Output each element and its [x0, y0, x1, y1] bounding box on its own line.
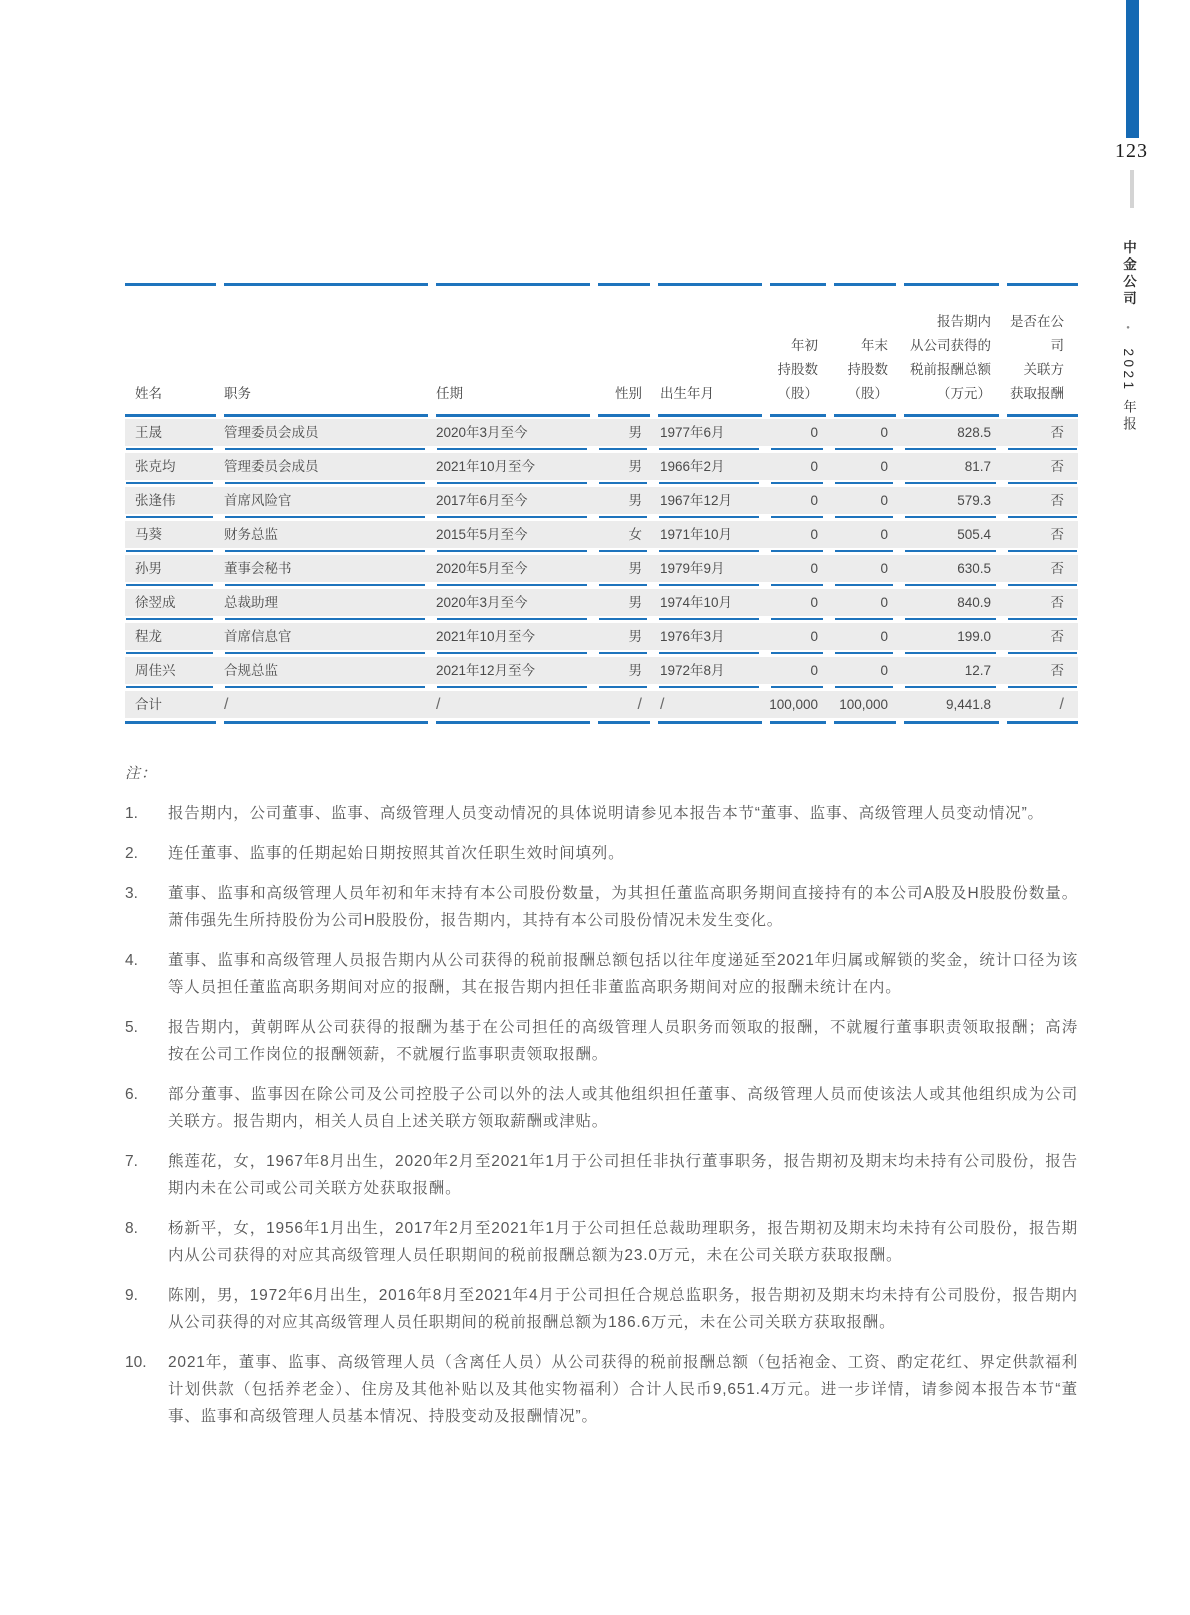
- notes-label: 注：: [125, 765, 158, 782]
- note-item: [125, 800, 1078, 827]
- table-cell: 男: [596, 555, 656, 589]
- table-cell: 管理委员会成员: [222, 419, 434, 453]
- table-cell: 0: [832, 589, 902, 623]
- page-number: 123: [1115, 140, 1148, 162]
- table-cell: 100,000: [832, 691, 902, 725]
- note-item: [125, 840, 1078, 867]
- column-header: [596, 283, 656, 417]
- sidebar-vertical-title: [1118, 240, 1138, 530]
- note-number: 9.: [125, 1287, 138, 1304]
- table-cell: 管理委员会成员: [222, 453, 434, 487]
- table-cell: 2021年12月至今: [434, 657, 596, 691]
- table-cell: 徐翌成: [125, 589, 222, 623]
- note-number: 8.: [125, 1220, 138, 1237]
- note-text: 董事、监事和高级管理人员报告期内从公司获得的税前报酬总额包括以往年度递延至2021年归属或解锁的奖金，统计口径为该等人员担任董监高职务期间对应的报酬，其在报告期内担任非董监高职务期间对应的报酬未统计在内。: [168, 952, 1078, 996]
- notes-section: [125, 762, 1078, 1430]
- note-item: [125, 1148, 1078, 1202]
- table-cell: 董事会秘书: [222, 555, 434, 589]
- table-cell: 0: [768, 521, 832, 555]
- table-cell: 0: [832, 555, 902, 589]
- table-cell: 1979年9月: [656, 555, 768, 589]
- note-item: [125, 1014, 1078, 1068]
- table-cell: 0: [832, 487, 902, 521]
- table-row: [125, 487, 1078, 521]
- table-cell: 9,441.8: [902, 691, 1005, 725]
- column-header-line: 年末: [861, 338, 888, 353]
- table-row: [125, 555, 1078, 589]
- table-cell: 男: [596, 657, 656, 691]
- table-cell: 首席风险官: [222, 487, 434, 521]
- table-cell: 否: [1005, 521, 1078, 555]
- table-cell: 张逢伟: [125, 487, 222, 521]
- table-cell: 合计: [125, 691, 222, 725]
- table-cell: 2017年6月至今: [434, 487, 596, 521]
- column-header-line: （股）: [777, 386, 818, 401]
- table-cell: 0: [832, 419, 902, 453]
- table-total-row: [125, 691, 1078, 725]
- table-cell: 否: [1005, 589, 1078, 623]
- table-cell: 0: [768, 657, 832, 691]
- column-header-line: 任期: [436, 386, 463, 401]
- table-row: [125, 657, 1078, 691]
- table-cell: /: [596, 691, 656, 725]
- note-item: [125, 880, 1078, 934]
- column-header-line: 年初: [791, 338, 818, 353]
- note-number: 6.: [125, 1086, 138, 1103]
- table-cell: 100,000: [768, 691, 832, 725]
- column-header-line: 从公司获得的: [910, 338, 991, 353]
- note-text: 杨新平，女，1956年1月出生，2017年2月至2021年1月于公司担任总裁助理职务，报告期初及期末均未持有公司股份，报告期内从公司获得的对应其高级管理人员任职期间的税前报酬总额为23.0万元，未在公司关联方获取报酬。: [168, 1220, 1078, 1264]
- table-cell: 1966年2月: [656, 453, 768, 487]
- note-number: 3.: [125, 885, 138, 902]
- column-header-line: 职务: [224, 386, 251, 401]
- table-cell: 199.0: [902, 623, 1005, 657]
- table-cell: 840.9: [902, 589, 1005, 623]
- note-text: 报告期内，黄朝晖从公司获得的报酬为基于在公司担任的高级管理人员职务而领取的报酬，不就履行董事职责领取报酬；高涛按在公司工作岗位的报酬领薪，不就履行监事职责领取报酬。: [168, 1019, 1078, 1063]
- column-header-line: （万元）: [937, 386, 991, 401]
- table-cell: 0: [768, 419, 832, 453]
- table-cell: 2015年5月至今: [434, 521, 596, 555]
- column-header: [125, 283, 222, 417]
- table-cell: 2020年3月至今: [434, 589, 596, 623]
- table-cell: 579.3: [902, 487, 1005, 521]
- table-cell: 程龙: [125, 623, 222, 657]
- page-content: [125, 283, 1078, 1443]
- table-cell: 2020年5月至今: [434, 555, 596, 589]
- note-item: [125, 1215, 1078, 1269]
- page-number-divider: [1130, 170, 1134, 208]
- table-cell: 81.7: [902, 453, 1005, 487]
- sidebar-accent-bar: [1126, 0, 1139, 138]
- table-cell: 首席信息官: [222, 623, 434, 657]
- table-cell: 828.5: [902, 419, 1005, 453]
- table-cell: 张克均: [125, 453, 222, 487]
- column-header: [656, 283, 768, 417]
- table-cell: 0: [768, 487, 832, 521]
- column-header-line: 持股数: [847, 362, 888, 377]
- note-text: 2021年，董事、监事、高级管理人员（含离任人员）从公司获得的税前报酬总额（包括袍金、工资、酌定花红、界定供款福利计划供款（包括养老金）、住房及其他补贴以及其他实物福利）合计人民币9,651.4万元。进一步详情，请参阅本报告本节“董事、监事和高级管理人员基本情况、持股变动及报酬情况”。: [168, 1354, 1078, 1425]
- table-body: [125, 419, 1078, 725]
- table-cell: 否: [1005, 453, 1078, 487]
- column-header: [1005, 283, 1078, 417]
- note-number: 4.: [125, 952, 138, 969]
- column-header: [768, 283, 832, 417]
- table-row: [125, 521, 1078, 555]
- column-header-line: 报告期内: [937, 314, 991, 329]
- column-header-line: 关联方: [1023, 362, 1064, 377]
- column-header-line: （股）: [847, 386, 888, 401]
- note-text: 部分董事、监事因在除公司及公司控股子公司以外的法人或其他组织担任董事、高级管理人员而使该法人或其他组织成为公司关联方。报告期内，相关人员自上述关联方领取薪酬或津贴。: [168, 1086, 1078, 1130]
- column-header: [832, 283, 902, 417]
- table-cell: 财务总监: [222, 521, 434, 555]
- table-cell: 马葵: [125, 521, 222, 555]
- table-cell: 1972年8月: [656, 657, 768, 691]
- table-cell: 630.5: [902, 555, 1005, 589]
- note-text: 陈刚，男，1972年6月出生，2016年8月至2021年4月于公司担任合规总监职务，报告期初及期末均未持有公司股份，报告期内从公司获得的对应其高级管理人员任职期间的税前报酬总额为186.6万元，未在公司关联方获取报酬。: [168, 1287, 1078, 1331]
- table-cell: 合规总监: [222, 657, 434, 691]
- table-cell: 0: [768, 623, 832, 657]
- table-row: [125, 589, 1078, 623]
- table-cell: 505.4: [902, 521, 1005, 555]
- note-number: 5.: [125, 1019, 138, 1036]
- note-number: 7.: [125, 1153, 138, 1170]
- table-row: [125, 419, 1078, 453]
- table-cell: /: [434, 691, 596, 725]
- column-header-line: 是否在公司: [1010, 314, 1064, 353]
- table-cell: 否: [1005, 487, 1078, 521]
- note-text: 熊莲花，女，1967年8月出生，2020年2月至2021年1月于公司担任非执行董事职务，报告期初及期末均未持有公司股份，报告期内未在公司或公司关联方处获取报酬。: [168, 1153, 1078, 1197]
- table-cell: 男: [596, 589, 656, 623]
- table-cell: 否: [1005, 657, 1078, 691]
- note-item: [125, 1349, 1078, 1430]
- table-row: [125, 623, 1078, 657]
- table-cell: /: [222, 691, 434, 725]
- table-cell: 男: [596, 419, 656, 453]
- table-row: [125, 453, 1078, 487]
- column-header: [434, 283, 596, 417]
- column-header-line: 获取报酬: [1010, 386, 1064, 401]
- table-cell: 总裁助理: [222, 589, 434, 623]
- table-cell: 1976年3月: [656, 623, 768, 657]
- table-header-row: [125, 283, 1078, 417]
- table-cell: 0: [832, 623, 902, 657]
- table-cell: 孙男: [125, 555, 222, 589]
- table-cell: 否: [1005, 555, 1078, 589]
- note-number: 1.: [125, 805, 138, 822]
- column-header: [902, 283, 1005, 417]
- note-number: 2.: [125, 845, 138, 862]
- column-header-line: 持股数: [777, 362, 818, 377]
- column-header-line: 姓名: [135, 386, 162, 401]
- table-cell: 0: [832, 521, 902, 555]
- table-cell: 0: [832, 657, 902, 691]
- column-header-line: 性别: [615, 386, 642, 401]
- table-cell: 男: [596, 487, 656, 521]
- table-cell: /: [1005, 691, 1078, 725]
- note-item: [125, 1282, 1078, 1336]
- notes-list: [125, 800, 1078, 1430]
- executives-compensation-table: [125, 283, 1078, 725]
- table-cell: 0: [832, 453, 902, 487]
- table-cell: 1967年12月: [656, 487, 768, 521]
- company-name: 中金公司: [1121, 240, 1136, 308]
- note-text: 报告期内，公司董事、监事、高级管理人员变动情况的具体说明请参见本报告本节“董事、监事、高级管理人员变动情况”。: [168, 805, 1044, 822]
- note-item: [125, 947, 1078, 1001]
- note-item: [125, 1081, 1078, 1135]
- bullet-separator-icon: ●: [1125, 325, 1131, 332]
- table-cell: 1977年6月: [656, 419, 768, 453]
- table-cell: 周佳兴: [125, 657, 222, 691]
- table-cell: 2020年3月至今: [434, 419, 596, 453]
- table-cell: 0: [768, 453, 832, 487]
- table-cell: /: [656, 691, 768, 725]
- column-header: [222, 283, 434, 417]
- note-text: 连任董事、监事的任期起始日期按照其首次任职生效时间填列。: [168, 845, 625, 862]
- table-cell: 女: [596, 521, 656, 555]
- report-year: 2021 年报: [1121, 348, 1136, 434]
- table-cell: 男: [596, 453, 656, 487]
- table-cell: 王晟: [125, 419, 222, 453]
- note-text: 董事、监事和高级管理人员年初和年末持有本公司股份数量，为其担任董监高职务期间直接持有的本公司A股及H股股份数量。萧伟强先生所持股份为公司H股股份，报告期内，其持有本公司股份情况未发生变化。: [168, 885, 1078, 929]
- table-cell: 否: [1005, 623, 1078, 657]
- table-cell: 12.7: [902, 657, 1005, 691]
- table-cell: 男: [596, 623, 656, 657]
- table-cell: 1974年10月: [656, 589, 768, 623]
- table-cell: 0: [768, 555, 832, 589]
- table-cell: 2021年10月至今: [434, 453, 596, 487]
- table-cell: 否: [1005, 419, 1078, 453]
- table-cell: 1971年10月: [656, 521, 768, 555]
- table-cell: 2021年10月至今: [434, 623, 596, 657]
- column-header-line: 出生年月: [660, 386, 714, 401]
- column-header-line: 税前报酬总额: [910, 362, 991, 377]
- note-number: 10.: [125, 1354, 147, 1371]
- table-cell: 0: [768, 589, 832, 623]
